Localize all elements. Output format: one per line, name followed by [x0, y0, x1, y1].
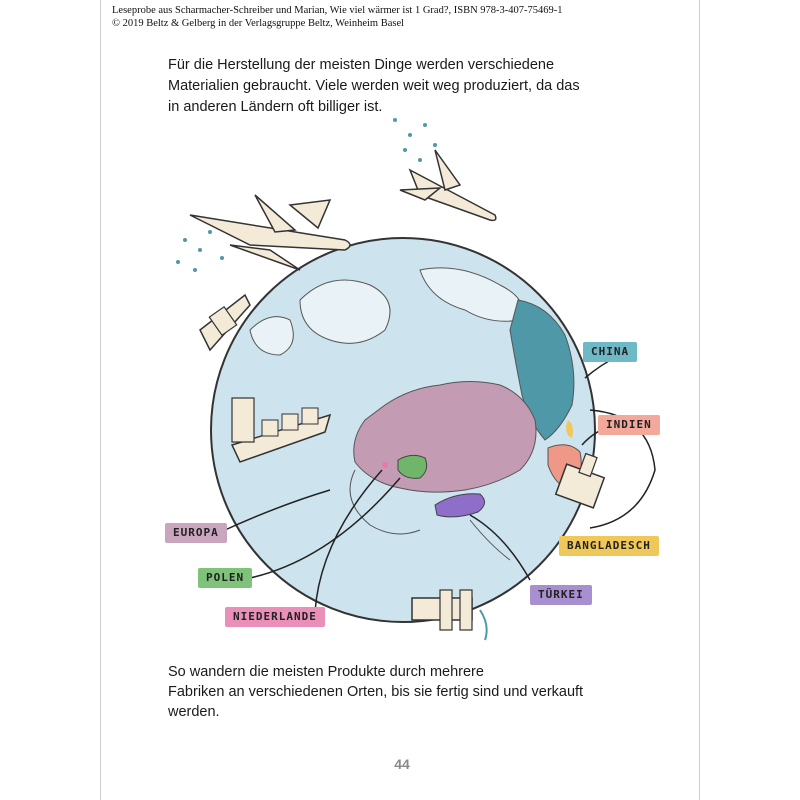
- intro-line-1: Für die Herstellung der meisten Dinge werden verschiedene: [168, 57, 555, 73]
- netherlands-region: [382, 462, 388, 468]
- outro-paragraph: [168, 662, 598, 722]
- page-number: 44: [394, 756, 410, 772]
- poland-region: [398, 455, 427, 478]
- label-europa: EUROPA: [165, 523, 227, 543]
- header-line-2: © 2019 Beltz & Gelberg in der Verlagsgruppe Beltz, Weinheim Basel: [112, 18, 405, 29]
- header-line-1: Leseprobe aus Scharmacher-Schreiber und Marian, Wie viel wärmer ist 1 Grad?, ISBN 978-3-407-75469-1: [112, 5, 563, 16]
- intro-line-2: Materialien gebraucht. Viele werden weit weg produziert, da das: [168, 78, 580, 94]
- label-niederlande: NIEDERLANDE: [225, 607, 325, 627]
- label-indien: INDIEN: [598, 415, 660, 435]
- label-tuerkei: TÜRKEI: [530, 585, 592, 605]
- outro-line-3: werden.: [168, 704, 220, 720]
- label-bangladesch: BANGLADESCH: [559, 536, 659, 556]
- airplane-small-icon: [400, 150, 496, 220]
- label-china: CHINA: [583, 342, 637, 362]
- outro-line-1: So wandern die meisten Produkte durch mehrere: [168, 664, 484, 680]
- label-polen: POLEN: [198, 568, 252, 588]
- intro-line-3: in anderen Ländern oft billiger ist.: [168, 99, 383, 115]
- outro-line-2: Fabriken an verschiedenen Orten, bis sie fertig sind und verkauft: [168, 684, 584, 700]
